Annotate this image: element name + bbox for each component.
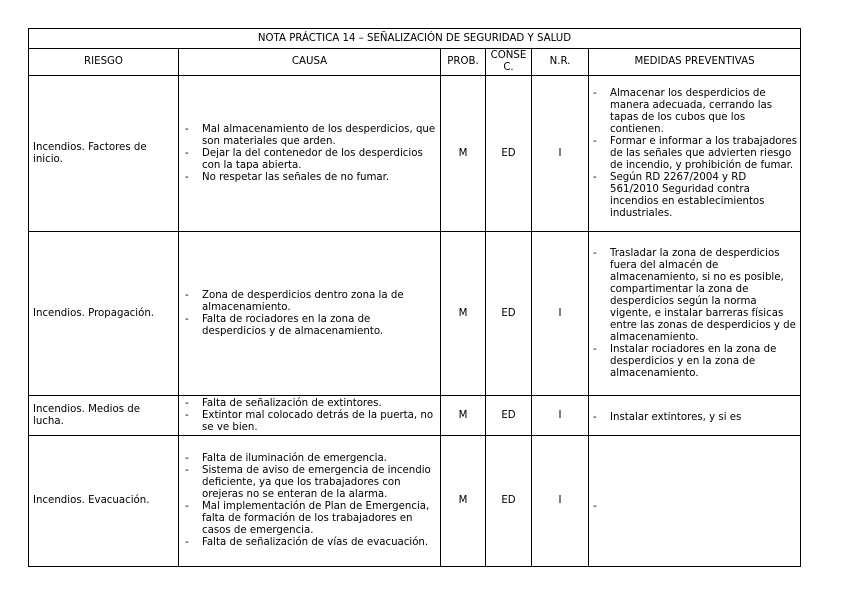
prob-cell: M	[441, 232, 486, 396]
list-item: - Falta de rociadores en la zona de desperdicios y de almacenamiento.	[185, 314, 436, 338]
riesgo-text: Incendios. Evacuación.	[33, 495, 150, 506]
conse-cell: ED	[486, 396, 532, 436]
riesgo-cell	[29, 232, 179, 396]
list-item: - Instalar rociadores en la zona de desperdicios y en la zona de almacenamiento.	[593, 344, 798, 380]
medidas-cell	[589, 76, 801, 232]
prob-cell: M	[441, 436, 486, 567]
title-row	[29, 29, 801, 49]
list-item: - Según RD 2267/2004 y RD 561/2010 Seguridad contra incendios en establecimientos industriales.	[593, 172, 798, 220]
causa-cell	[179, 396, 441, 436]
list-item: - No respetar las señales de no fumar.	[185, 172, 436, 184]
medidas-cell	[589, 396, 801, 436]
header-medidas: MEDIDAS PREVENTIVAS	[589, 49, 801, 76]
riesgo-text: Incendios. Propagación.	[33, 307, 155, 319]
list-item: - Sistema de aviso de emergencia de incendio deficiente, ya que los trabajadores con orejeras no se enteran de la alarma.	[185, 465, 436, 501]
header-causa: CAUSA	[179, 49, 441, 76]
prob-cell: M	[441, 76, 486, 232]
riesgo-text: Incendios. Factores de inicio.	[33, 141, 147, 165]
table-row	[29, 232, 801, 396]
table-title: NOTA PRÁCTICA 14 – SEÑALIZACIÓN DE SEGURIDAD Y SALUD	[29, 29, 801, 49]
riesgo-text: Incendios. Medios de lucha.	[33, 403, 140, 427]
table-row	[29, 76, 801, 232]
list-item: - Almacenar los desperdicios de manera adecuada, cerrando las tapas de los cubos que los contienen.	[593, 88, 798, 136]
list-item: - Falta de señalización de vías de evacuación.	[185, 537, 436, 549]
header-riesgo: RIESGO	[29, 49, 179, 76]
riesgo-cell	[29, 76, 179, 232]
nr-cell: I	[532, 396, 589, 436]
risk-table	[28, 28, 801, 567]
medidas-list	[589, 248, 800, 380]
riesgo-cell	[29, 396, 179, 436]
list-item: - Mal almacenamiento de los desperdicios, que son materiales que arden.	[185, 124, 436, 148]
causa-list	[179, 398, 440, 434]
causa-list	[179, 124, 440, 184]
list-item: - Zona de desperdicios dentro zona la de almacenamiento.	[185, 290, 436, 314]
list-item: - Falta de iluminación de emergencia.	[185, 453, 436, 465]
causa-cell	[179, 232, 441, 396]
nr-cell: I	[532, 76, 589, 232]
conse-cell: ED	[486, 436, 532, 567]
list-item: - Formar e informar a los trabajadores de las señales que advierten riesgo de incendio, y prohibición de fumar.	[593, 136, 798, 172]
table-row	[29, 396, 801, 436]
causa-cell	[179, 436, 441, 567]
nr-cell: I	[532, 232, 589, 396]
medidas-cell	[589, 436, 801, 567]
prob-cell: M	[441, 396, 486, 436]
medidas-list	[589, 88, 800, 220]
list-item: - Dejar la del contenedor de los desperdicios con la tapa abierta.	[185, 148, 436, 172]
nr-cell: I	[532, 436, 589, 567]
medidas-cell	[589, 232, 801, 396]
header-nr: N.R.	[532, 49, 589, 76]
list-item: - Instalar extintores, y si es	[593, 412, 798, 424]
header-row	[29, 49, 801, 76]
document-page	[28, 28, 801, 567]
table-row	[29, 436, 801, 567]
conse-cell: ED	[486, 76, 532, 232]
header-prob: PROB.	[441, 49, 486, 76]
causa-list	[179, 290, 440, 338]
header-conse: CONSE C.	[486, 49, 532, 76]
conse-cell: ED	[486, 232, 532, 396]
causa-list	[179, 453, 440, 549]
causa-cell	[179, 76, 441, 232]
riesgo-cell	[29, 436, 179, 567]
list-item: - Extintor mal colocado detrás de la puerta, no se ve bien.	[185, 410, 436, 434]
medidas-list	[589, 408, 800, 424]
list-item: - Trasladar la zona de desperdicios fuera del almacén de almacenamiento, si no es posible, compartimentar la zona de desperdicios según la norma vigente, e instalar barreras físicas entre las zonas de desperdicios y de almacenamiento.	[593, 248, 798, 344]
list-item: - Falta de señalización de extintores.	[185, 398, 436, 410]
list-item: - Mal implementación de Plan de Emergencia, falta de formación de los trabajadores en casos de emergencia.	[185, 501, 436, 537]
